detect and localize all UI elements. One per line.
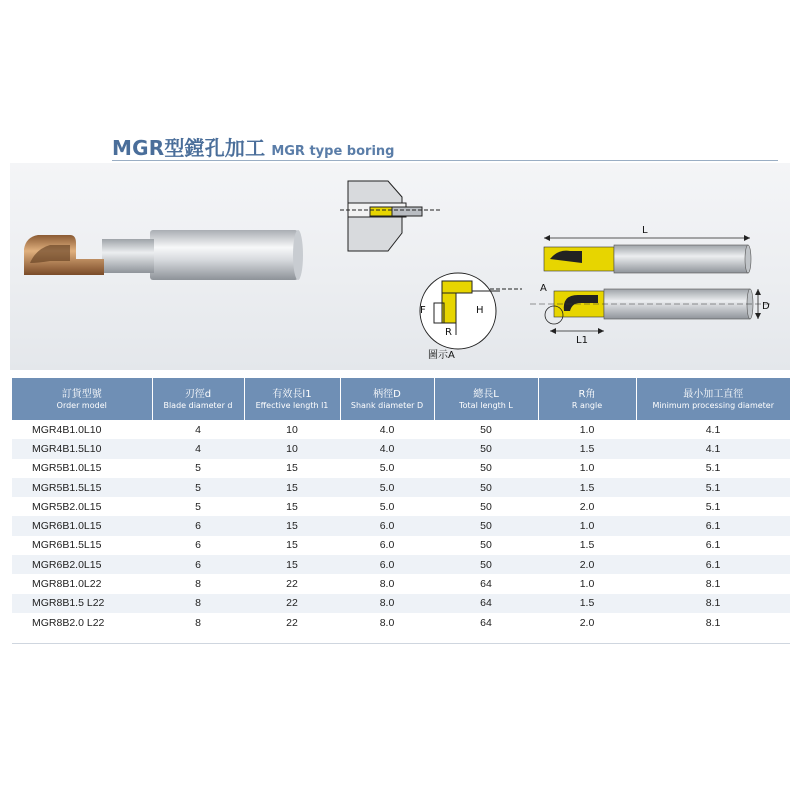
cell-order-model: MGR4B1.5L10 <box>12 439 152 458</box>
cell-order-model: MGR6B1.0L15 <box>12 516 152 535</box>
cell-order-model: MGR8B1.0L22 <box>32 578 102 591</box>
label-f: F <box>420 305 426 316</box>
cell-blade-diameter: 6 <box>152 516 244 535</box>
cell-order-model: MGR6B1.5L15 <box>32 539 102 552</box>
cell-blade-diameter: 8 <box>195 616 201 629</box>
label-shank-diameter: D <box>762 301 770 312</box>
cell-min-diameter: 5.1 <box>705 462 721 475</box>
cell-shank-diameter: 5.0 <box>379 500 395 513</box>
table-row <box>12 420 790 439</box>
cell-order-model: MGR8B2.0 L22 <box>32 616 105 629</box>
table-row <box>12 478 790 497</box>
cell-effective-length: 15 <box>244 516 340 535</box>
product-illustration-panel <box>10 163 790 370</box>
cell-min-diameter: 5.1 <box>636 478 790 497</box>
cell-order-model: MGR5B2.0L15 <box>32 500 102 513</box>
cell-r-angle: 1.5 <box>538 478 636 497</box>
cell-order-model: MGR5B1.5L15 <box>12 478 152 497</box>
cell-total-length: 50 <box>480 539 492 552</box>
cell-blade-diameter: 5 <box>195 500 201 513</box>
cell-r-angle: 2.0 <box>538 555 636 574</box>
cell-blade-diameter: 4 <box>195 423 201 436</box>
cell-min-diameter: 4.1 <box>705 423 721 436</box>
detail-a-sketch <box>420 273 522 349</box>
boring-bar-photo <box>24 230 303 280</box>
cell-min-diameter: 4.1 <box>636 439 790 458</box>
cell-r-angle: 1.0 <box>538 516 636 535</box>
col-header-r-angle: R角 R angle <box>538 378 636 420</box>
top-tool-drawing <box>544 235 751 273</box>
cell-effective-length: 22 <box>286 578 298 591</box>
title-sub: MGR type boring <box>271 144 395 159</box>
title-rule <box>112 160 778 161</box>
cell-order-model: MGR4B1.0L10 <box>32 423 102 436</box>
col-header-min-diameter: 最小加工直徑 Minimum processing diameter <box>636 378 790 420</box>
table-header-row <box>12 378 790 420</box>
neck <box>102 239 154 273</box>
col-header-blade-diameter: 刃徑d Blade diameter d <box>152 378 244 420</box>
cell-min-diameter: 8.1 <box>705 616 721 629</box>
cell-order-model: MGR6B2.0L15 <box>12 555 152 574</box>
cell-effective-length: 10 <box>244 439 340 458</box>
cell-total-length: 64 <box>480 578 492 591</box>
table-row <box>12 536 790 555</box>
cell-r-angle: 1.5 <box>538 594 636 613</box>
cell-r-angle: 1.5 <box>579 539 595 552</box>
cell-r-angle: 1.0 <box>579 462 595 475</box>
col-header-total-length: 總長L Total length L <box>434 378 538 420</box>
table-bottom-rule <box>12 643 790 644</box>
cell-r-angle: 2.0 <box>579 500 595 513</box>
cell-total-length: 64 <box>434 594 538 613</box>
detail-caption: 圖示A <box>428 350 455 361</box>
label-h: H <box>476 305 484 316</box>
table-row <box>12 516 790 535</box>
col-header-order-model: 訂貨型號 Order model <box>12 378 152 420</box>
cell-total-length: 50 <box>480 423 492 436</box>
cell-min-diameter: 6.1 <box>636 555 790 574</box>
cell-effective-length: 15 <box>244 478 340 497</box>
product-diagram <box>10 163 790 370</box>
title-main: MGR型鏜孔加工 <box>112 136 266 160</box>
cell-shank-diameter: 6.0 <box>340 516 434 535</box>
cell-total-length: 50 <box>434 478 538 497</box>
spec-table <box>12 378 790 632</box>
cell-blade-diameter: 8 <box>152 594 244 613</box>
table-row <box>12 574 790 593</box>
cell-blade-diameter: 8 <box>195 578 201 591</box>
cell-r-angle: 1.5 <box>538 439 636 458</box>
cell-blade-diameter: 5 <box>152 478 244 497</box>
label-a: A <box>540 283 547 294</box>
cell-shank-diameter: 8.0 <box>340 594 434 613</box>
cell-effective-length: 15 <box>244 555 340 574</box>
cell-order-model: MGR5B1.0L15 <box>32 462 102 475</box>
cell-total-length: 50 <box>480 500 492 513</box>
cell-min-diameter: 5.1 <box>705 500 721 513</box>
cell-r-angle: 2.0 <box>579 616 595 629</box>
cell-r-angle: 1.0 <box>579 423 595 436</box>
table-row <box>12 439 790 458</box>
cell-blade-diameter: 4 <box>152 439 244 458</box>
label-r: R <box>445 327 452 338</box>
cell-blade-diameter: 6 <box>152 555 244 574</box>
cell-total-length: 50 <box>434 555 538 574</box>
holder-sketch <box>340 181 440 251</box>
cell-shank-diameter: 4.0 <box>340 439 434 458</box>
cell-shank-diameter: 8.0 <box>379 616 395 629</box>
shank-body <box>150 230 298 280</box>
cell-r-angle: 1.0 <box>579 578 595 591</box>
cell-order-model: MGR8B1.5 L22 <box>12 594 152 613</box>
shank-end <box>293 230 303 280</box>
cell-effective-length: 15 <box>286 462 298 475</box>
table-row <box>12 555 790 574</box>
cell-effective-length: 22 <box>286 616 298 629</box>
cell-shank-diameter: 8.0 <box>379 578 395 591</box>
cell-total-length: 50 <box>480 462 492 475</box>
cell-total-length: 50 <box>434 439 538 458</box>
table-row <box>12 497 790 516</box>
col-header-effective-length: 有效長l1 Effective length l1 <box>244 378 340 420</box>
table-row <box>12 459 790 478</box>
cell-shank-diameter: 5.0 <box>379 462 395 475</box>
cell-shank-diameter: 6.0 <box>340 555 434 574</box>
label-total-length: L <box>642 225 648 236</box>
cell-blade-diameter: 5 <box>195 462 201 475</box>
cell-effective-length: 15 <box>286 500 298 513</box>
cell-effective-length: 15 <box>286 539 298 552</box>
cell-min-diameter: 8.1 <box>705 578 721 591</box>
cell-shank-diameter: 6.0 <box>379 539 395 552</box>
table-row <box>12 594 790 613</box>
cell-total-length: 64 <box>480 616 492 629</box>
page-title <box>112 132 394 158</box>
col-header-shank-diameter: 柄徑D Shank diameter D <box>340 378 434 420</box>
cell-effective-length: 10 <box>286 423 298 436</box>
cell-shank-diameter: 4.0 <box>379 423 395 436</box>
cell-min-diameter: 6.1 <box>636 516 790 535</box>
cell-effective-length: 22 <box>244 594 340 613</box>
cell-total-length: 50 <box>434 516 538 535</box>
label-effective-length: L1 <box>576 335 588 346</box>
bottom-tool-drawing <box>530 289 770 334</box>
cell-min-diameter: 8.1 <box>636 594 790 613</box>
cell-shank-diameter: 5.0 <box>340 478 434 497</box>
cell-min-diameter: 6.1 <box>705 539 721 552</box>
table-row <box>12 613 790 632</box>
cell-blade-diameter: 6 <box>195 539 201 552</box>
